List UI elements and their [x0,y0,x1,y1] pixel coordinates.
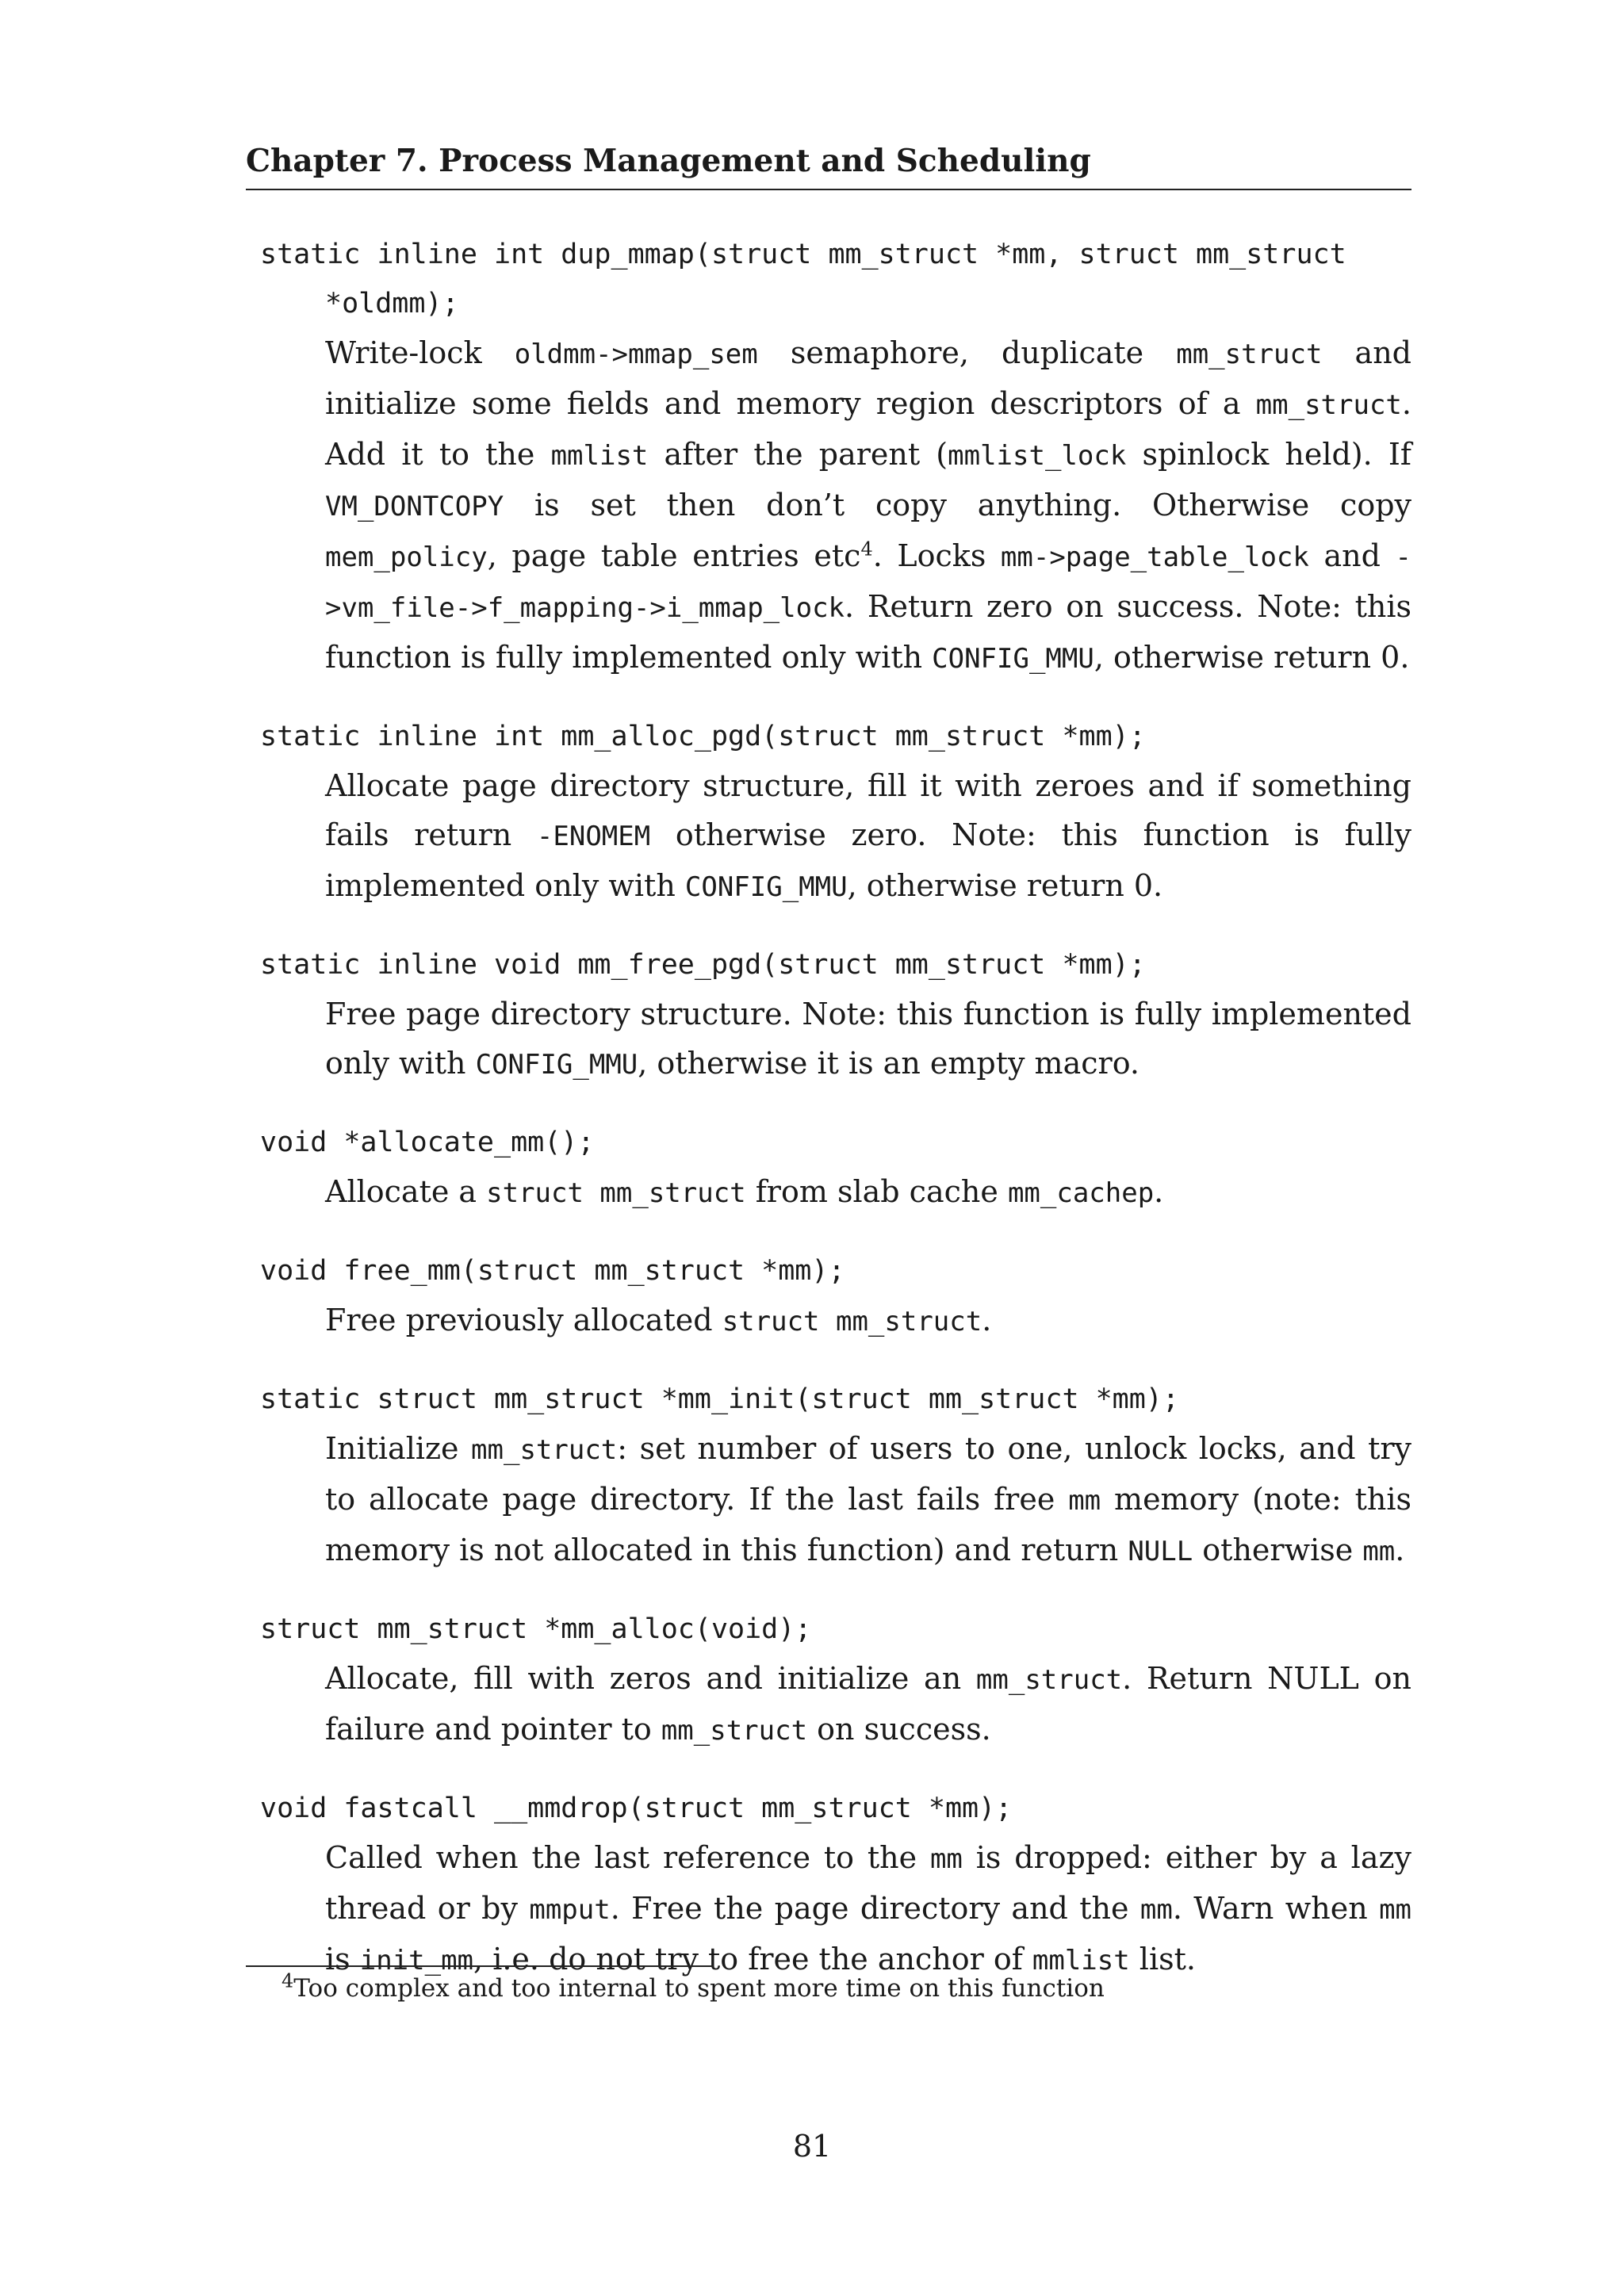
function-entry-mm-alloc-pgd [260,712,1411,912]
page-number: 81 [792,2129,832,2164]
page-header [246,141,1411,190]
function-list [260,230,1411,2014]
function-signature: static inline void mm_free_pgd(struct mm_struct *mm); [260,949,1146,981]
function-description: Called when the last reference to the mm is dropped: either by a lazy thread or by mmput. Free the page directory and the mm. Warn when mm is init_mm, i.e. do not try to free the anchor of mmlist list. [325,1840,1412,1976]
function-entry-allocate-mm [260,1118,1411,1218]
function-description: Allocate a struct mm_struct from slab cache mm_cachep. [325,1174,1164,1209]
footnote-mark: 4 [282,1969,294,1992]
function-entry-mm-init [260,1375,1411,1576]
function-signature: void fastcall __mmdrop(struct mm_struct *mm); [260,1793,1013,1824]
function-description: Allocate, fill with zeros and initialize an mm_struct. Return NULL on failure and pointer to mm_struct on success. [325,1661,1411,1747]
footnote-text: Too complex and too internal to spent more time on this function [293,1974,1105,2003]
function-description: Allocate page directory structure, fill it with zeroes and if something fails return -ENOMEM otherwise zero. Note: this function is fully implemented only with CONFIG_MMU, otherwise return 0. [325,768,1411,903]
function-description: Initialize mm_struct: set number of users to one, unlock locks, and try to allocate page directory. If the last fails free mm memory (note: this memory is not allocated in this function) and return NULL otherwise mm. [325,1431,1412,1567]
function-entry-free-mm [260,1246,1411,1346]
function-signature: void free_mm(struct mm_struct *mm); [260,1255,845,1287]
function-signature: static struct mm_struct *mm_init(struct mm_struct *mm); [260,1383,1179,1415]
function-description: Free previously allocated struct mm_struct. [325,1303,992,1337]
function-description: Free page directory structure. Note: this function is fully implemented only with CONFIG_MMU, otherwise it is an empty macro. [325,997,1411,1081]
function-entry-mm-free-pgd [260,940,1411,1089]
function-description: Write-lock oldmm->mmap_sem semaphore, duplicate mm_struct and initialize some fields and memory region descriptors of a mm_struct. Add it to the mmlist after the parent (mmlist_lock spinlock held). If VM_DONTCOPY is set then don’t copy anything. Otherwise copy mem_policy, page table entries etc$^4$. Locks mm->page_table_lock and ->vm_file->f_mapping->i_mmap_lock. Return zero on success. Note: this function is fully implemented only with CONFIG_MMU, otherwise return 0. [325,335,1412,675]
function-signature: struct mm_struct *mm_alloc(void); [260,1613,812,1645]
function-entry-mm-alloc [260,1605,1411,1755]
function-signature: static inline int mm_alloc_pgd(struct mm_struct *mm); [260,721,1146,752]
function-entry-mmdrop [260,1784,1411,1985]
function-signature: static inline int dup_mmap(struct mm_struct *mm, struct mm_struct *oldmm); [260,239,1363,320]
footnote-divider [246,1965,714,1967]
function-signature: void *allocate_mm(); [260,1127,595,1158]
footnote [282,1971,1392,2006]
footnote-ref: 4 [860,538,873,561]
function-entry-dup-mmap [260,230,1411,683]
chapter-title: Chapter 7. Process Management and Scheduling [246,143,1091,179]
